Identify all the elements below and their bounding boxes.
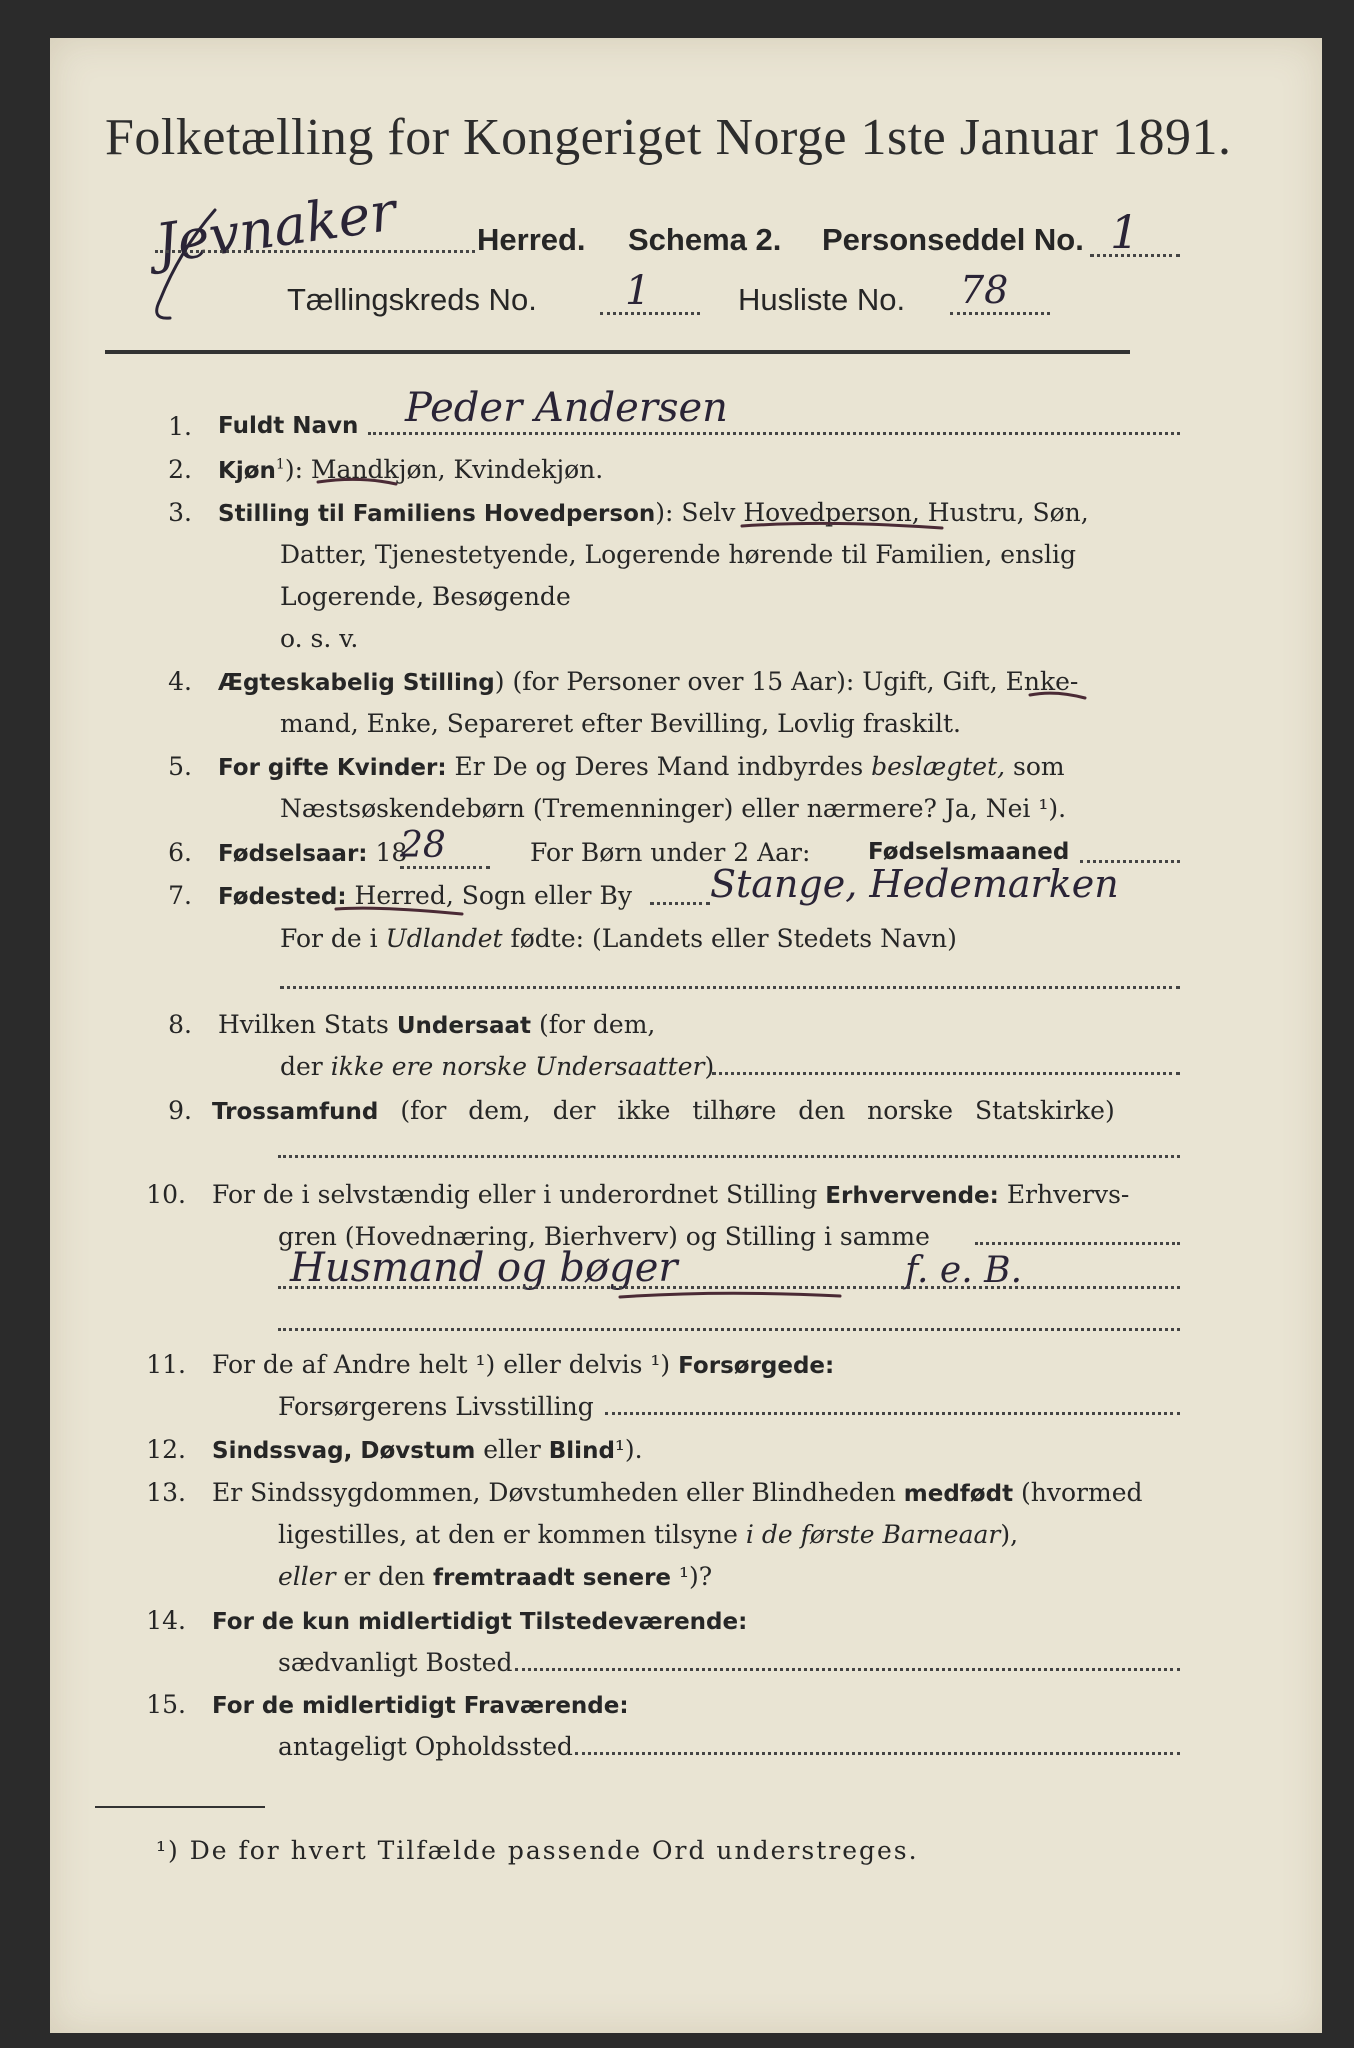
q14-text1a: For de kun [212,1609,351,1635]
underline-selv-hovedperson [742,523,942,528]
q3-line2: Datter, Tjenestetyende, Logerende hørende til Familien, enslig [280,540,1077,569]
schema-label: Schema 2. [628,222,782,257]
q13-text3d: ¹)? [678,1562,713,1591]
q8-text1c: (for dem, [538,1010,656,1039]
q14-line2: sædvanligt Bosted [278,1648,513,1677]
q15-text1b: midlertidigt Fraværende: [301,1693,629,1719]
q15-text1a: For de [212,1693,294,1719]
q1-label: Fuldt Navn [218,413,359,439]
q13-text2c: ), [1000,1520,1019,1549]
kreds-number: 1 [625,268,651,314]
q4-label: Ægteskabelig Stilling [218,670,495,696]
q11-text1b: Forsørgede: [678,1353,835,1379]
q7-label: Fødested: [218,884,347,910]
q6-label: Fødselsaar: [218,841,368,867]
q7-text2c: fødte: (Landets eller Stedets Navn) [510,924,957,953]
q11-line2: Forsørgerens Livsstilling [278,1392,594,1421]
underline-husmand [620,1293,840,1297]
q1-number: 1. [168,412,192,441]
underline-gift [1030,693,1085,698]
q5-text1a: Er De og Deres Mand indbyrdes [454,752,864,781]
q9-text: (for dem, der ikke tilhøre den norske Statskirke) [400,1096,1115,1125]
q7-text2a: For de i [280,924,378,953]
q9-number: 9. [168,1096,192,1125]
q10-answer2: f. e. B. [905,1250,1023,1291]
q1-answer: Peder Andersen [405,385,728,431]
q7-text2b: Udlandet [385,924,503,953]
q3-label: Stilling til Familiens Hovedperson [218,501,656,527]
q4-text1: ) (for Personer over 15 Aar): Ugift, Gift, Enke- [494,667,1079,696]
q8-text1b: Undersaat [396,1013,532,1039]
q13-text1b: medfødt [903,1481,1014,1507]
q3-number: 3. [168,498,192,527]
footnote: ¹) De for hvert Tilfælde passende Ord understreges. [156,1836,919,1865]
q5-text1c: som [1013,752,1065,781]
q13-number: 13. [146,1478,186,1507]
q3-line3: Logerende, Besøgende [280,582,571,611]
q8-text1a: Hvilken Stats [218,1010,389,1039]
q5-line2: Næstsøskendebørn (Tremenninger) eller nærmere? Ja, Nei ¹). [280,794,1067,823]
q2-label: Kjøn [218,458,276,484]
q7-text: Herred, Sogn eller By [354,881,632,910]
husliste-number: 78 [960,268,1009,312]
q14-text1b: midlertidigt Tilstedeværende: [358,1609,748,1635]
q10-text1c: Erhvervs- [1006,1180,1130,1209]
herred-flourish [157,210,215,318]
q12-label2: Blind [548,1438,615,1464]
q12-tail: ¹). [614,1435,643,1464]
kreds-label: Tællingskreds No. [287,282,537,317]
q13-text3c: fremtraadt senere [433,1565,672,1591]
q13-text2a: ligestilles, at den er kommen tilsyne [278,1520,738,1549]
q6-label2: Fødselsmaaned [868,839,1070,865]
q10-answer: Husmand og bøger [290,1245,678,1291]
q2-text: ): Mandkjøn, Kvindekjøn. [284,455,604,484]
q10-number: 10. [146,1180,186,1209]
q2-sup: 1 [275,456,285,473]
q7-number: 7. [168,881,192,910]
herred-label: Herred. [477,222,586,257]
q13-text2b: i de første Barneaar [745,1520,1001,1549]
q15-number: 15. [146,1690,186,1719]
q8-text2b: ikke ere norske Undersaatter [330,1052,705,1081]
q11-number: 11. [146,1350,186,1379]
q8-text2c: ) [704,1052,715,1081]
q15-line2: antageligt Opholdssted [278,1732,573,1761]
q10-line2: gren (Hovednæring, Bierhverv) og Stilling i samme [278,1222,930,1251]
q3-text1: ): Selv Hovedperson, Hustru, Søn, [655,498,1089,527]
q6-prefix: 18 [375,838,408,867]
q9-label: Trossamfund [212,1099,379,1125]
q12-label: Sindssvag, Døvstum [212,1438,476,1464]
q5-text1b: beslægtet, [871,752,1006,781]
q10-text1b: Erhvervende: [825,1183,999,1209]
husliste-label: Husliste No. [738,282,906,317]
q3-line4: o. s. v. [280,624,359,653]
q13-text3b: er den [343,1562,426,1591]
q13-text3a: eller [278,1562,336,1591]
q4-line2: mand, Enke, Separeret efter Bevilling, Lovlig fraskilt. [280,709,961,738]
personseddel-label: Personseddel No. [822,222,1084,257]
q8-text2a: der [280,1052,323,1081]
underline-herred [336,908,462,914]
q14-number: 14. [146,1606,186,1635]
q13-text1a: Er Sindssygdommen, Døvstumheden eller Blindheden [212,1478,896,1507]
q8-number: 8. [168,1010,192,1039]
q12-mid: eller [483,1435,541,1464]
personseddel-number: 1 [1110,205,1140,259]
q13-text1c: (hvormed [1021,1478,1143,1507]
form-title: Folketælling for Kongeriget Norge 1ste Januar 1891. [105,109,1232,166]
q11-text1a: For de af Andre helt ¹) eller delvis ¹) [212,1350,671,1379]
q5-number: 5. [168,752,192,781]
q10-text1a: For de i selvstændig eller i underordnet Stilling [212,1180,818,1209]
q6-number: 6. [168,838,192,867]
q6-mid: For Børn under 2 Aar: [530,838,811,867]
q12-number: 12. [146,1435,186,1464]
q6-year: 28 [400,825,446,866]
underline-mandkjon [318,479,396,484]
herred-name-handwritten: Jevnaker [151,179,400,276]
q2-number: 2. [168,455,192,484]
q5-label: For gifte Kvinder: [218,755,447,781]
q4-number: 4. [168,667,192,696]
q7-answer: Stange, Hedemarken [710,862,1119,906]
